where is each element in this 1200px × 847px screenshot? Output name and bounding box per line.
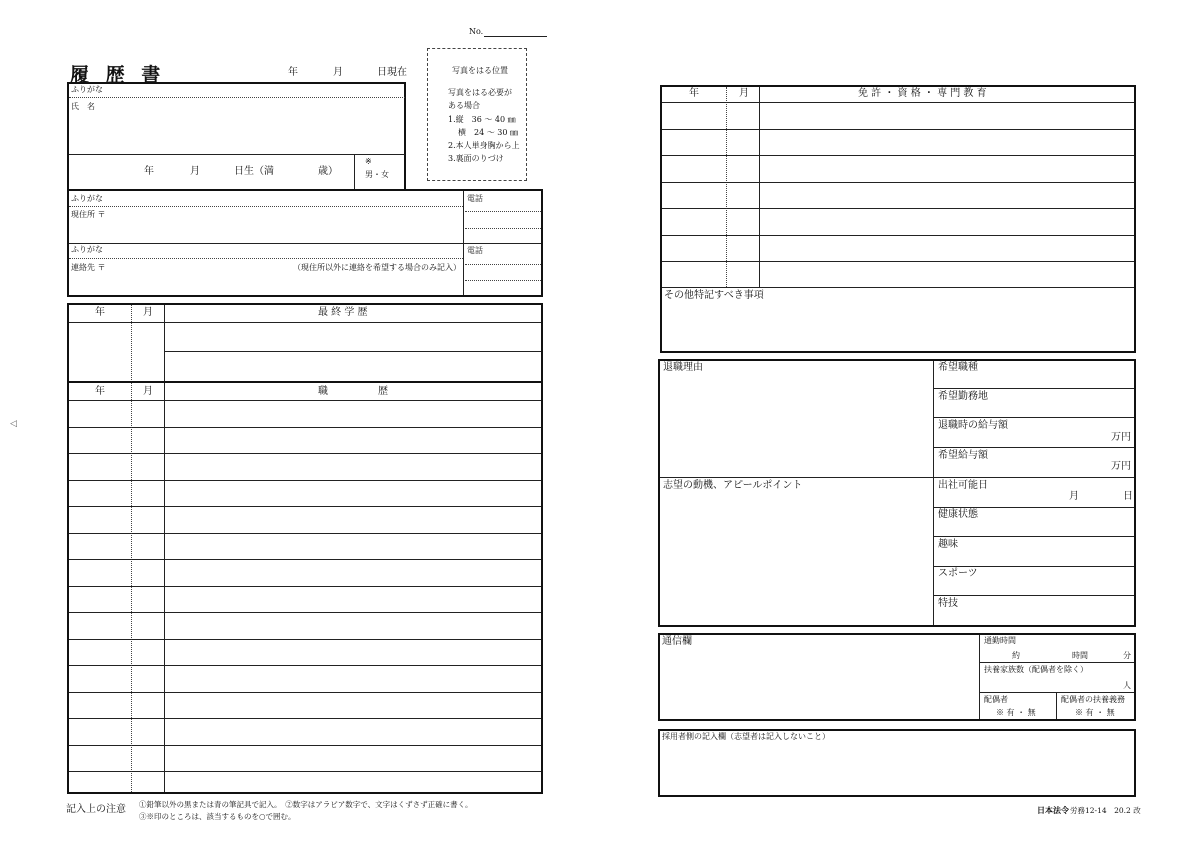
photo-line: 3.裏面のりづけ — [448, 154, 504, 163]
current-address-label: 現住所 〒 — [71, 210, 106, 219]
wish-row — [934, 417, 1134, 418]
contact-address-label: 連絡先 〒 — [71, 263, 106, 272]
wish-row — [934, 566, 1134, 567]
employer-section-label: 採用者側の記入欄（志望者は記入しないこと） — [662, 732, 830, 741]
desired-location-label: 希望勤務地 — [938, 391, 988, 402]
career-row — [69, 559, 541, 560]
career-row — [69, 506, 541, 507]
photo-title: 写真をはる位置 — [452, 66, 508, 75]
furigana-line — [69, 258, 463, 259]
commute-hours: 時間 — [1072, 651, 1088, 660]
career-row — [69, 612, 541, 613]
license-ym-divider — [726, 87, 727, 287]
available-day-label: 日 — [1123, 491, 1133, 502]
career-start-line — [69, 381, 541, 383]
motivation-line — [660, 477, 1134, 478]
address-furigana-label: ふりがな — [71, 194, 103, 203]
comm-divider — [979, 635, 980, 719]
date-year: 年 — [288, 67, 298, 78]
sports-label: スポーツ — [938, 568, 978, 579]
license-month-divider — [759, 87, 760, 287]
name-furigana-label: ふりがな — [71, 85, 103, 94]
gender-label: 男・女 — [365, 170, 389, 179]
license-row — [662, 129, 1134, 130]
reason-leave-label: 退職理由 — [663, 362, 703, 373]
gender-mark: ※ — [365, 157, 372, 166]
education-heading: 最 終 学 歴 — [318, 307, 368, 318]
furigana-line — [69, 97, 405, 98]
phone-line — [465, 280, 541, 281]
career-row — [69, 533, 541, 534]
phone-line — [465, 228, 541, 229]
health-label: 健康状態 — [938, 509, 978, 520]
available-month-label: 月 — [1069, 491, 1079, 502]
career-row — [69, 718, 541, 719]
salary-unit-2: 万円 — [1111, 461, 1131, 472]
photo-line: 横 24 ～ 30 ㎜ — [458, 128, 518, 137]
career-row — [69, 771, 541, 772]
address-mid-line — [69, 243, 541, 244]
page-title: 履 歴 書 — [70, 64, 166, 86]
phone-line — [465, 264, 541, 265]
notes-line-1: ①鉛筆以外の黒または青の筆記具で記入。 ②数字はアラビア数字で、文字はくずさず正確に書く。 — [139, 800, 473, 809]
wish-row — [934, 507, 1134, 508]
phone-label: 電話 — [467, 194, 483, 203]
license-row — [662, 261, 1134, 262]
photo-line: 1.縦 36 ～ 40 ㎜ — [448, 115, 516, 124]
license-row — [662, 235, 1134, 236]
communication-section — [658, 633, 1136, 721]
comm-row-line — [980, 692, 1134, 693]
doc-number-line — [484, 36, 547, 37]
license-row — [662, 155, 1134, 156]
contact-note: （現住所以外に連絡を希望する場合のみ記入） — [293, 263, 461, 272]
commute-label: 通勤時間 — [984, 636, 1016, 645]
dependents-unit: 人 — [1123, 681, 1131, 690]
career-col-year: 年 — [95, 386, 105, 397]
birth-day-label: 日生（満 — [234, 166, 274, 177]
commute-approx: 約 — [1012, 651, 1020, 660]
license-table — [660, 85, 1136, 353]
notes-label: 記入上の注意 — [66, 804, 126, 815]
spouse-divider — [1056, 693, 1057, 719]
communication-label: 通信欄 — [662, 636, 692, 647]
furigana-line — [69, 206, 463, 207]
salary-leaving-label: 退職時の給与額 — [938, 420, 1008, 431]
phone-label: 電話 — [467, 246, 483, 255]
career-row — [69, 692, 541, 693]
photo-line: 2.本人単身胸から上 — [448, 141, 520, 150]
name-label: 氏 名 — [71, 102, 95, 111]
career-header-line — [69, 400, 541, 401]
birth-age-label: 歳） — [318, 166, 338, 177]
phone-line — [465, 211, 541, 212]
contact-furigana-label: ふりがな — [71, 245, 103, 254]
career-row — [69, 665, 541, 666]
spouse-support-label: 配偶者の扶養義務 — [1061, 695, 1125, 704]
wish-row — [934, 447, 1134, 448]
career-row — [69, 586, 541, 587]
photo-line: ある場合 — [448, 101, 480, 110]
date-as-of: 日現在 — [377, 67, 407, 78]
wish-row — [934, 595, 1134, 596]
education-career-table — [67, 303, 543, 794]
license-row — [662, 208, 1134, 209]
doc-number-label: No. — [469, 27, 484, 36]
career-col-month: 月 — [143, 386, 153, 397]
career-row — [69, 639, 541, 640]
edu-row-line — [165, 351, 541, 352]
spouse-support-value: ※ 有 ・ 無 — [1075, 708, 1115, 717]
career-row — [69, 427, 541, 428]
side-marker-icon: ◁ — [10, 419, 17, 429]
career-row — [69, 480, 541, 481]
photo-box — [427, 48, 527, 181]
desired-salary-label: 希望給与額 — [938, 450, 988, 461]
birth-month-label: 月 — [190, 166, 200, 177]
hobby-label: 趣味 — [938, 539, 958, 550]
wish-row — [934, 536, 1134, 537]
edu-col-year: 年 — [95, 307, 105, 318]
spouse-label: 配偶者 — [984, 695, 1008, 704]
form-code: 労務12-14 20.2 改 — [1070, 806, 1141, 815]
edu-col-month: 月 — [143, 307, 153, 318]
notes-line-2: ③※印のところは、該当するものを○で囲む。 — [139, 812, 296, 821]
desired-job-label: 希望職種 — [938, 362, 978, 373]
birth-year-label: 年 — [144, 166, 154, 177]
career-row — [69, 453, 541, 454]
available-date-label: 出社可能日 — [938, 480, 988, 491]
spouse-value: ※ 有 ・ 無 — [996, 708, 1036, 717]
date-month: 月 — [333, 67, 343, 78]
license-heading: 免 許 ・ 資 格 ・ 専 門 教 育 — [858, 88, 987, 99]
skills-label: 特技 — [938, 598, 958, 609]
salary-unit-1: 万円 — [1111, 432, 1131, 443]
other-notes-label: その他特記すべき事項 — [664, 290, 764, 301]
photo-line: 写真をはる必要が — [448, 88, 512, 97]
commute-minutes: 分 — [1123, 651, 1131, 660]
license-row — [662, 182, 1134, 183]
license-col-year: 年 — [689, 88, 699, 99]
comm-row-line — [980, 662, 1134, 663]
career-heading: 職 歴 — [318, 386, 388, 397]
wishes-divider — [933, 361, 934, 625]
license-col-month: 月 — [739, 88, 749, 99]
license-row — [662, 287, 1134, 288]
publisher-logo: 日本法令 — [1037, 805, 1069, 815]
license-header-line — [662, 102, 1134, 103]
motivation-label: 志望の動機、アピールポイント — [663, 480, 803, 491]
edu-header-line — [69, 322, 541, 323]
career-row — [69, 745, 541, 746]
gender-divider — [354, 154, 355, 190]
wish-row — [934, 388, 1134, 389]
wishes-section — [658, 359, 1136, 627]
dependents-label: 扶養家族数（配偶者を除く） — [984, 665, 1088, 674]
